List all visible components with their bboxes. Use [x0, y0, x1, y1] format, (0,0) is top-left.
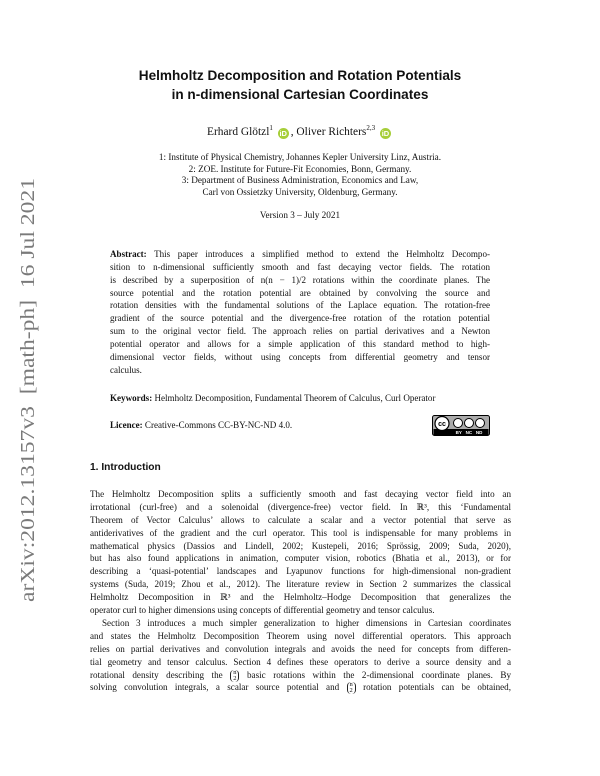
- body-line: rotational density describing the n 2 basic rotations within the 2-dimensional coordinate planes. By: [90, 668, 512, 682]
- author-list: [90, 124, 510, 139]
- version-date: Version 3 – July 2021: [259, 210, 341, 220]
- body-line: antiderivatives of the gradient and the curl operator. This tool is indispensable for many problems in: [90, 527, 511, 538]
- author-name: Erhard Glötzl: [207, 126, 270, 138]
- author-name: Oliver Richters: [296, 126, 367, 138]
- cc-license-badge-icon[interactable]: [432, 415, 490, 436]
- affiliation-line: 1: Institute of Physical Chemistry, Johannes Kepler University Linz, Austria.: [158, 152, 442, 162]
- arxiv-identifier-text: arXiv:2012.13157v3 [math-ph] 16 Jul 2021: [18, 251, 39, 602]
- body-line: systems (Suda, 2019; Zhou et al., 2012). The literature review in Section 2 summarizes the classical: [90, 579, 511, 590]
- cc-badge-bottom-text: BY NC ND: [455, 430, 483, 435]
- body-line: Theorem of Vector Calculus’ allows to calculate a scalar and a vector potential that serve as: [90, 514, 511, 525]
- introduction-paragraph-2: [90, 617, 511, 694]
- abstract-line: rotation densities with the fundamental solutions of the Laplace equation. The rotation-free: [110, 300, 490, 311]
- body-line: Section 3 introduces a much simpler generalization to higher dimensions in Cartesian coordinates: [102, 618, 511, 628]
- abstract-line: Abstract: This paper introduces a simplified method to extend the Helmholtz Decompo-: [110, 249, 490, 259]
- author-separator: ,: [290, 126, 297, 138]
- body-line: operator curl to higher dimensions using concepts of differential geometry and tensor calculus.: [90, 605, 435, 616]
- body-line: mathematical physics (Dassios and Lindell, 2002; Kustepeli, 2016; Sprössig, 2009; Suda, 2020),: [90, 540, 511, 551]
- affiliation-line: 3: Department of Business Administration, Economics and Law,: [181, 175, 419, 185]
- abstract-line: gradient of the source potential and the divergence-free rotation of the rotation potential: [110, 313, 490, 324]
- body-line: relies on partial derivatives and convolution integrals and avoids the need for concepts from differen-: [90, 643, 511, 654]
- section-heading: 1. Introduction: [90, 462, 161, 473]
- abstract-line: dimensional vector fields, without using concepts from differential geometry and tensor: [110, 351, 490, 362]
- title-line-1: Helmholtz Decomposition and Rotation Potentials: [138, 68, 462, 83]
- abstract-line: calculus.: [110, 364, 142, 375]
- author-affiliation-mark: 1: [269, 124, 273, 132]
- body-line: The Helmholtz Decomposition splits a sufficiently smooth and fast decaying vector field into an: [90, 489, 511, 499]
- binomial-coefficient: n 2: [230, 670, 239, 682]
- body-line: describing a ‘quasi-potential’ landscapes and Lyapunov functions for high-dimensional non-gradient: [90, 566, 511, 577]
- licence-label: Licence:: [110, 420, 143, 430]
- introduction-paragraph-1: [90, 488, 511, 617]
- keywords-text: Helmholtz Decomposition, Fundamental Theorem of Calculus, Curl Operator: [154, 393, 436, 403]
- body-line: but has also found applications in animation, computer vision, robotics (Bhatia et al., 2013), or for: [90, 553, 511, 564]
- paper-title: [90, 66, 510, 104]
- body-line: solving convolution integrals, a scalar source potential and n 2 rotation potentials can be obtained,: [90, 681, 511, 695]
- body-line: irrotational (curl-free) and a solenoidal (divergence-free) vector field. In ℝ³, this ‘Fundamental: [90, 501, 511, 512]
- abstract-line: source potential and the rotation potential are obtained by convolving the source and: [110, 287, 490, 298]
- keywords: [110, 393, 490, 403]
- licence-text: Creative-Commons CC-BY-NC-ND 4.0.: [144, 420, 293, 430]
- affiliation-line: Carl von Ossietzky University, Oldenburg, Germany.: [202, 186, 398, 197]
- affiliations: [90, 152, 510, 198]
- title-line-2: in n-dimensional Cartesian Coordinates: [171, 87, 429, 102]
- body-line: Helmholtz Decomposition in ℝ³ and the Helmholtz–Hodge Decomposition that generalizes the: [90, 592, 511, 603]
- cc-badge-top-text: cc: [438, 421, 446, 428]
- abstract-line: sum to the original vector field. The approach relies on partial derivatives and a Newton: [110, 326, 490, 337]
- orcid-icon[interactable]: iD: [279, 129, 287, 138]
- abstract-line: potential operator and allows for a simple application of this standard method to high-: [110, 338, 490, 349]
- abstract: [110, 248, 490, 376]
- affiliation-line: 2: ZOE. Institute for Future-Fit Economies, Bonn, Germany.: [188, 163, 412, 174]
- body-line: and states the Helmholtz Decomposition Theorem using novel differential operators. This approach: [90, 630, 511, 641]
- arxiv-identifier-stamp: [6, 170, 42, 610]
- orcid-icon[interactable]: iD: [381, 129, 390, 138]
- keywords-label: Keywords:: [110, 393, 153, 403]
- body-line: tial geometry and tensor calculus. Section 4 defines these operators to derive a source density and a: [90, 656, 511, 667]
- binomial-coefficient: n 2: [347, 682, 356, 694]
- author-affiliation-mark: 2,3: [366, 124, 376, 132]
- abstract-label: Abstract:: [110, 249, 147, 259]
- abstract-line: is described by a superposition of n(n − 1)/2 rotations within the coordinate planes. The: [110, 274, 490, 285]
- abstract-line: sition to n-dimensional sufficiently smooth and fast decaying vector fields. The rotation: [110, 261, 490, 272]
